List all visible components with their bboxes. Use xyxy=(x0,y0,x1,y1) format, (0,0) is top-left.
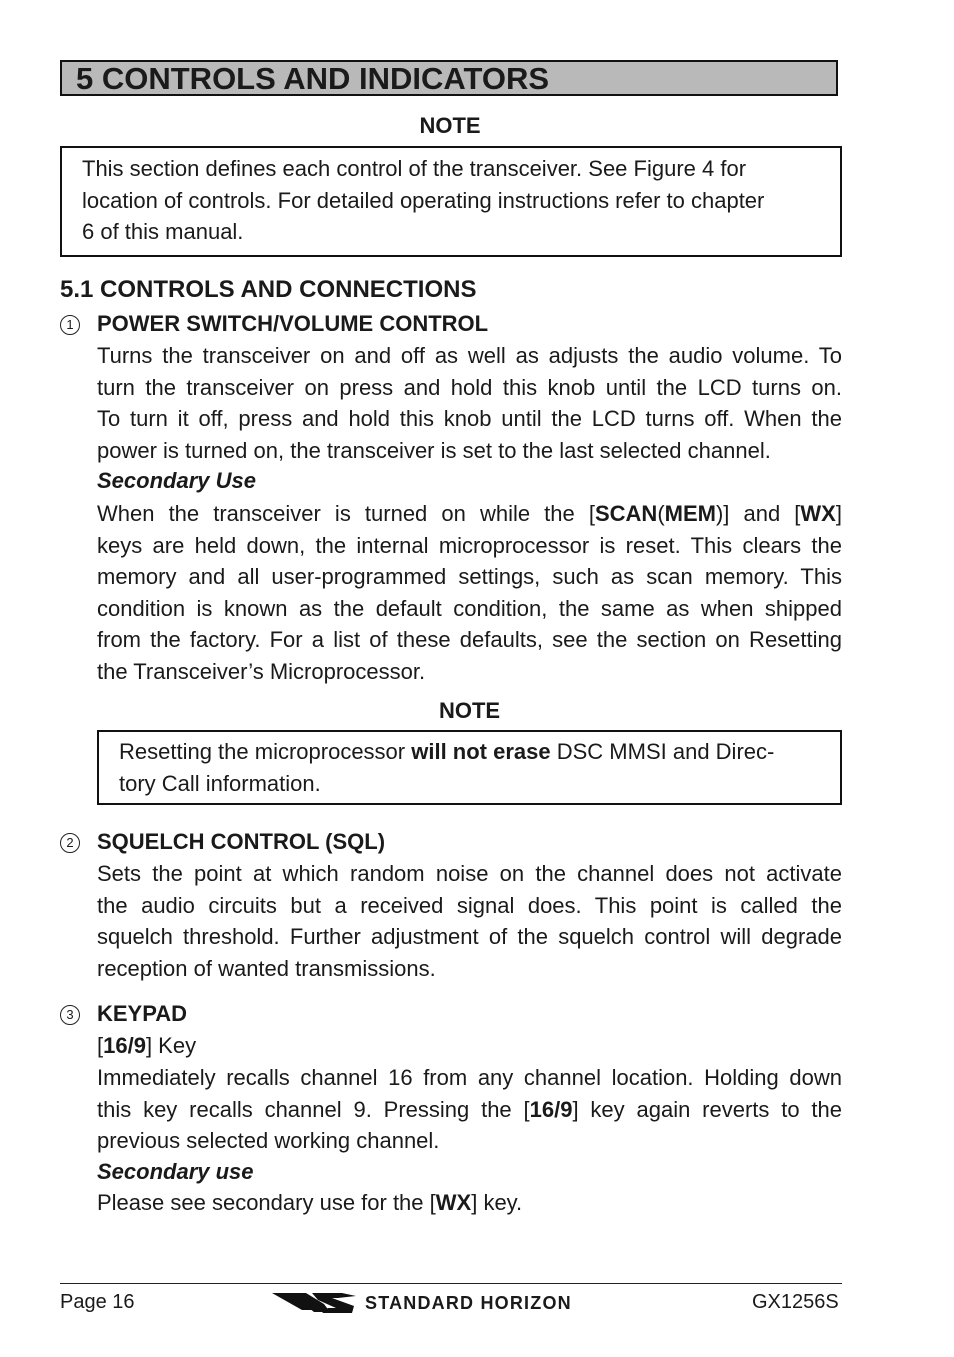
text-line: Immediately recalls channel 16 from any channel location. Holding down xyxy=(97,1065,842,1090)
brand-logo-icon xyxy=(272,1290,360,1316)
key-wx: WX xyxy=(435,1190,472,1215)
page-number: Page 16 xyxy=(60,1291,135,1313)
note-box xyxy=(97,730,842,805)
text-line: memory and all user-programmed settings, such as scan memory. This xyxy=(97,564,842,590)
item-title-power: POWER SWITCH/VOLUME CONTROL xyxy=(97,311,489,336)
note-line: This section defines each control of the transceiver. See Figure 4 for xyxy=(82,156,747,181)
text-line: the Transceiver’s Microprocessor. xyxy=(97,658,426,684)
text-line: reception of wanted transmissions. xyxy=(97,955,436,981)
text-line: from the factory. For a list of these defaults, see the section on Resetting xyxy=(97,627,842,653)
secondary-use-label: Secondary Use xyxy=(97,468,256,493)
footer-divider xyxy=(60,1283,842,1284)
item-title-squelch: SQUELCH CONTROL (SQL) xyxy=(97,829,386,854)
note-label: NOTE xyxy=(438,698,501,723)
note-label: NOTE xyxy=(419,113,481,138)
key-mem: MEM xyxy=(664,501,716,526)
text-line: turn the transceiver on press and hold this knob until the LCD turns on. xyxy=(97,374,842,400)
emphasis: will not erase xyxy=(411,739,551,764)
text-line: To turn it off, press and hold this knob until the LCD turns off. When the xyxy=(97,406,842,432)
section-title: 5.1 CONTROLS AND CONNECTIONS xyxy=(60,276,477,303)
item-description xyxy=(97,858,842,984)
note-line: location of controls. For detailed operating instructions refer to chapter xyxy=(82,187,765,213)
text-line: When the transceiver is turned on while the [SCAN(MEM)] and [WX] xyxy=(97,501,842,526)
text-line: the audio circuits but a received signal does. This point is called the xyxy=(97,892,842,918)
item-number-2: 2 xyxy=(60,833,80,853)
item-description xyxy=(97,340,842,466)
text-line: previous selected working channel. xyxy=(97,1128,440,1154)
key-wx: WX xyxy=(800,501,836,526)
key-scan: SCAN xyxy=(594,501,658,526)
item-number-1: 1 xyxy=(60,315,80,335)
item-number-3: 3 xyxy=(60,1005,80,1025)
brand-name: STANDARD HORIZON xyxy=(365,1293,572,1313)
note-line: tory Call information. xyxy=(119,770,321,796)
key-16-9: 16/9 xyxy=(529,1096,573,1122)
note-line: Resetting the microprocessor will not erase DSC MMSI and Direc- xyxy=(119,739,775,764)
text-line: condition is known as the default condition, the same as when shipped xyxy=(97,595,842,621)
secondary-use-label: Secondary use xyxy=(97,1159,254,1184)
item-description xyxy=(97,1062,842,1157)
text-line: keys are held down, the internal microprocessor is reset. This clears the xyxy=(97,532,842,558)
text-line: this key recalls channel 9. Pressing the [16/9] key again reverts to the xyxy=(97,1096,843,1122)
text-line: squelch threshold. Further adjustment of the squelch control will degrade xyxy=(97,924,842,950)
item-title-keypad: KEYPAD xyxy=(97,1001,188,1026)
model-number: GX1256S xyxy=(752,1291,839,1313)
chapter-title: 5 CONTROLS AND INDICATORS xyxy=(60,60,838,96)
secondary-description: Please see secondary use for the [WX] key. xyxy=(97,1190,523,1215)
key-16-9: 16/9 xyxy=(103,1033,146,1058)
note-box xyxy=(60,146,842,257)
text-line: power is turned on, the transceiver is set to the last selected channel. xyxy=(97,437,771,463)
note-line: 6 of this manual. xyxy=(82,219,244,244)
text-line: Sets the point at which random noise on the channel does not activate xyxy=(97,861,842,886)
text-line: Turns the transceiver on and off as well as adjusts the audio volume. To xyxy=(97,343,842,368)
key-heading: [16/9] Key xyxy=(97,1033,197,1058)
secondary-description xyxy=(97,498,842,688)
